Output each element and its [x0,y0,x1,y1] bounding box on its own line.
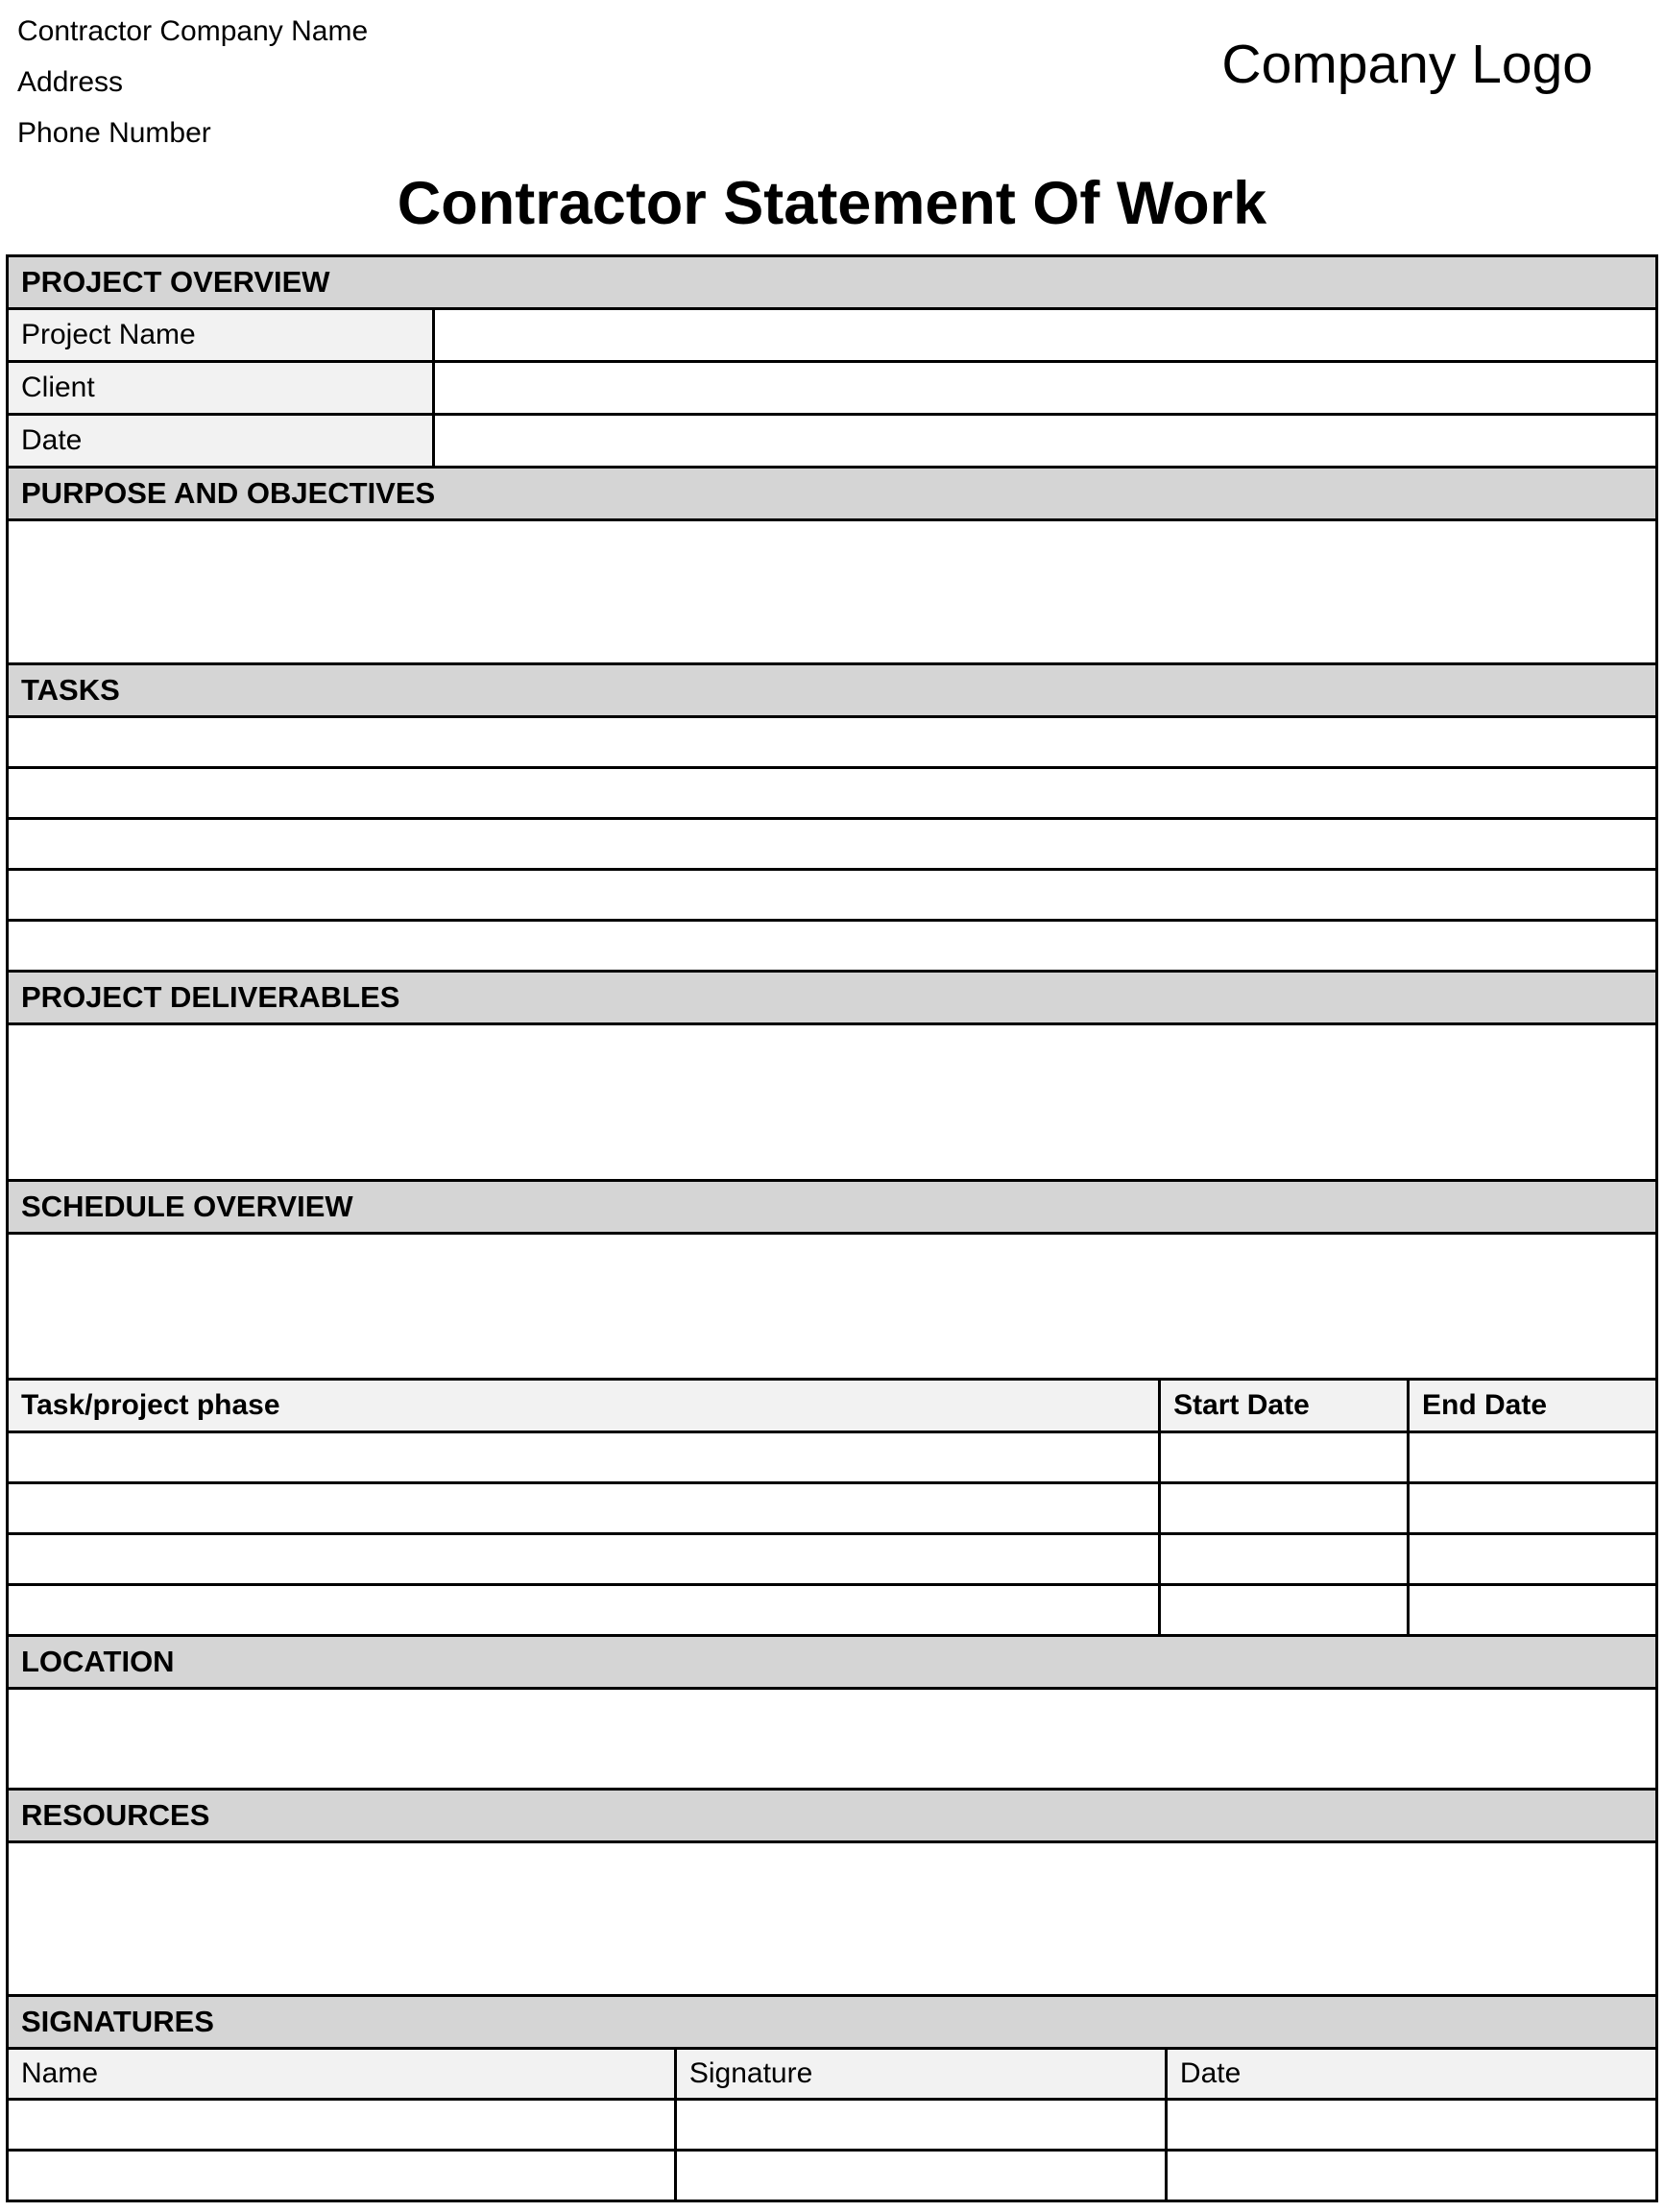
end-date-cell[interactable] [1407,1586,1655,1634]
start-date-cell[interactable] [1158,1433,1407,1481]
client-label: Client [9,363,432,413]
date-label: Date [9,416,432,466]
column-header-sign-date: Date [1165,2050,1655,2098]
schedule-table-row-3 [9,1532,1655,1583]
schedule-table-row-4 [9,1583,1655,1634]
company-phone-number: Phone Number [17,117,211,149]
location-content-cell[interactable] [9,1687,1655,1788]
project-name-label: Project Name [9,310,432,360]
signature-cell[interactable] [674,2152,1165,2200]
schedule-content-cell[interactable] [9,1232,1655,1378]
deliverables-content-cell[interactable] [9,1022,1655,1179]
name-cell[interactable] [9,2101,674,2149]
section-heading-resources: RESOURCES [9,1788,1655,1840]
date-row [9,413,1655,466]
contractor-company-name: Contractor Company Name [17,15,369,47]
section-heading-signatures: SIGNATURES [9,1994,1655,2047]
end-date-cell[interactable] [1407,1535,1655,1583]
end-date-cell[interactable] [1407,1484,1655,1532]
signatures-table-row-2 [9,2149,1655,2200]
section-heading-project-overview: PROJECT OVERVIEW [9,257,1655,307]
tasks-row-5[interactable] [9,919,1655,970]
column-header-end-date: End Date [1407,1381,1655,1431]
phase-cell[interactable] [9,1535,1158,1583]
company-address: Address [17,66,124,98]
schedule-table-row-1 [9,1431,1655,1481]
name-cell[interactable] [9,2152,674,2200]
document-title: Contractor Statement Of Work [397,170,1267,237]
start-date-cell[interactable] [1158,1484,1407,1532]
phase-cell[interactable] [9,1586,1158,1634]
schedule-table-row-2 [9,1481,1655,1532]
section-heading-tasks: TASKS [9,662,1655,715]
column-header-task-project-phase: Task/project phase [9,1381,1158,1431]
sign-date-cell[interactable] [1165,2101,1655,2149]
column-header-name: Name [9,2050,674,2098]
purpose-content-cell[interactable] [9,518,1655,662]
schedule-table-header-row [9,1378,1655,1431]
column-header-signature: Signature [674,2050,1165,2098]
section-heading-purpose-and-objectives: PURPOSE AND OBJECTIVES [9,466,1655,518]
signature-cell[interactable] [674,2101,1165,2149]
section-heading-project-deliverables: PROJECT DELIVERABLES [9,970,1655,1022]
column-header-start-date: Start Date [1158,1381,1407,1431]
start-date-cell[interactable] [1158,1535,1407,1583]
tasks-row-3[interactable] [9,817,1655,868]
company-info-block [17,6,368,158]
project-name-value-cell[interactable] [432,310,1655,360]
client-row [9,360,1655,413]
statement-of-work-table [6,254,1658,2202]
phase-cell[interactable] [9,1484,1158,1532]
project-name-row [9,307,1655,360]
tasks-row-1[interactable] [9,715,1655,766]
date-value-cell[interactable] [432,416,1655,466]
phase-cell[interactable] [9,1433,1158,1481]
signatures-table-header-row [9,2047,1655,2098]
company-logo-placeholder: Company Logo [1221,34,1593,95]
section-heading-schedule-overview: SCHEDULE OVERVIEW [9,1179,1655,1232]
tasks-row-4[interactable] [9,868,1655,919]
start-date-cell[interactable] [1158,1586,1407,1634]
sign-date-cell[interactable] [1165,2152,1655,2200]
section-heading-location: LOCATION [9,1634,1655,1687]
tasks-row-2[interactable] [9,766,1655,817]
end-date-cell[interactable] [1407,1433,1655,1481]
signatures-table-row-1 [9,2098,1655,2149]
client-value-cell[interactable] [432,363,1655,413]
resources-content-cell[interactable] [9,1840,1655,1994]
